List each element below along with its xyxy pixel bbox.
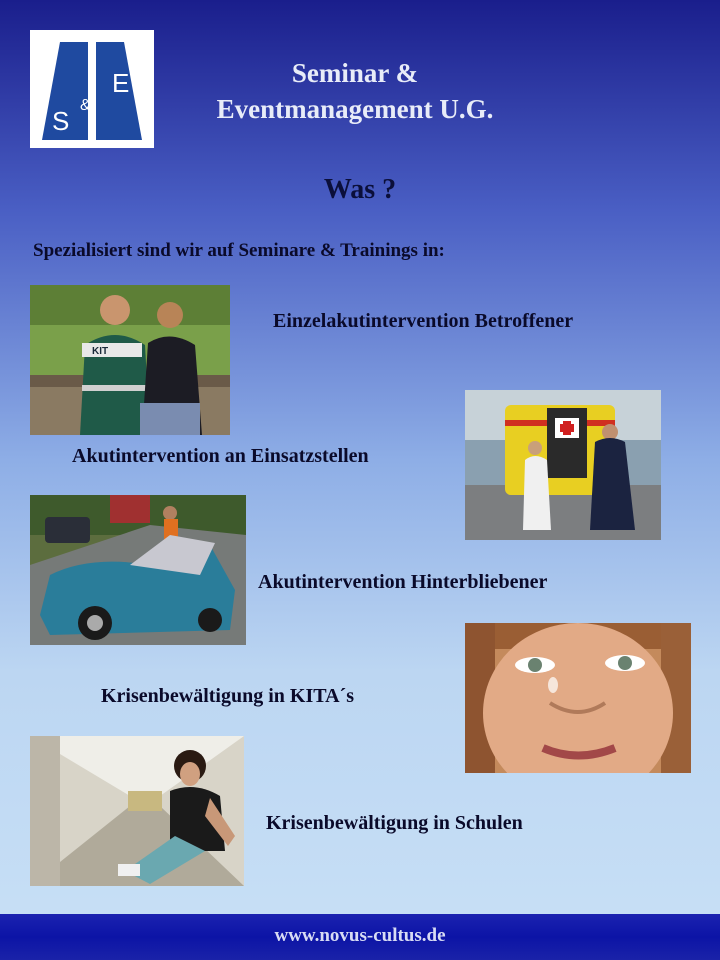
photo-school-corridor <box>30 736 244 886</box>
section-intro: Spezialisiert sind wir auf Seminare & Trainings in: <box>33 240 445 261</box>
photo-kit-responder <box>30 285 230 435</box>
section-heading: Was ? <box>323 174 397 205</box>
logo-letter-s: S <box>52 106 70 136</box>
photo-crying-child <box>465 623 691 773</box>
footer-url[interactable]: www.novus-cultus.de <box>274 925 446 946</box>
logo-letter-amp: & <box>80 97 91 114</box>
item-label-5: Krisenbewältigung in Schulen <box>266 812 523 834</box>
logo-letter-e: E <box>112 68 130 98</box>
company-logo <box>30 30 154 148</box>
company-title-line2: Eventmanagement U.G. <box>216 94 494 124</box>
photo-car-accident <box>30 495 246 645</box>
photo-ambulance <box>465 390 661 540</box>
item-label-2: Akutintervention an Einsatzstellen <box>72 445 369 467</box>
item-label-4: Krisenbewältigung in KITA´s <box>101 685 354 707</box>
item-label-3: Akutintervention Hinterbliebener <box>258 571 548 593</box>
vest-label: KIT <box>92 346 109 357</box>
item-label-1: Einzelakutintervention Betroffener <box>273 310 574 332</box>
company-title-line1: Seminar & <box>291 58 419 88</box>
